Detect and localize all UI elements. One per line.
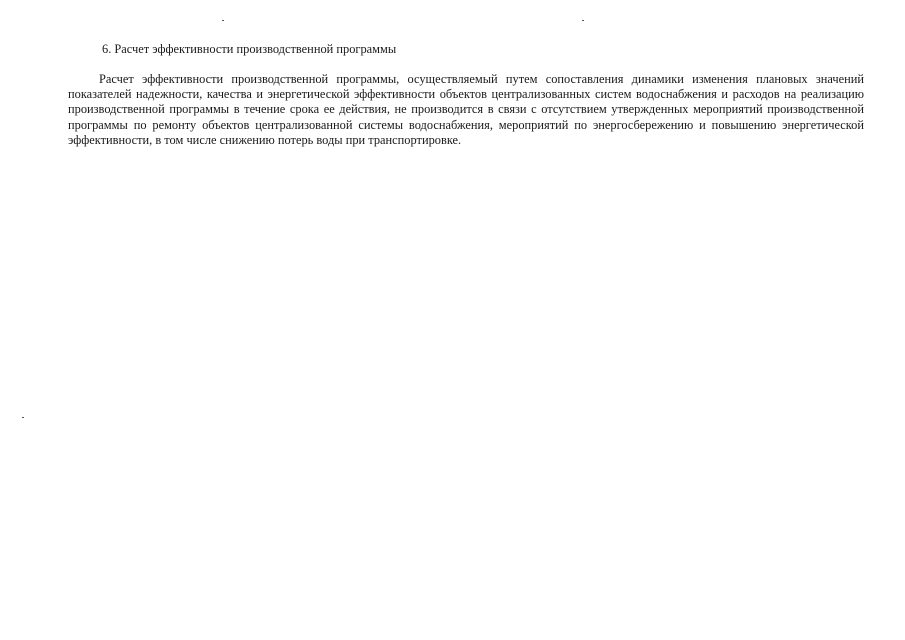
scan-speck bbox=[22, 417, 24, 418]
scan-speck bbox=[582, 20, 584, 21]
scan-speck bbox=[222, 20, 224, 21]
body-paragraph: Расчет эффективности производственной программы, осуществляемый путем сопоставления динамики изменения плановых значений показателей надежности, качества и энергетической эффективности объектов централизованных систем водоснабжения и расходов на реализацию производственной программы в течение срока ее действия, не производится в связи с отсутствием утвержденных мероприятий производственной программы по ремонту объектов централизованной системы водоснабжения, мероприятий по энергосбережению и повышению энергетической эффективности, в том числе снижению потерь воды при транспортировке. bbox=[68, 72, 864, 147]
section-heading: 6. Расчет эффективности производственной программы bbox=[102, 42, 397, 56]
